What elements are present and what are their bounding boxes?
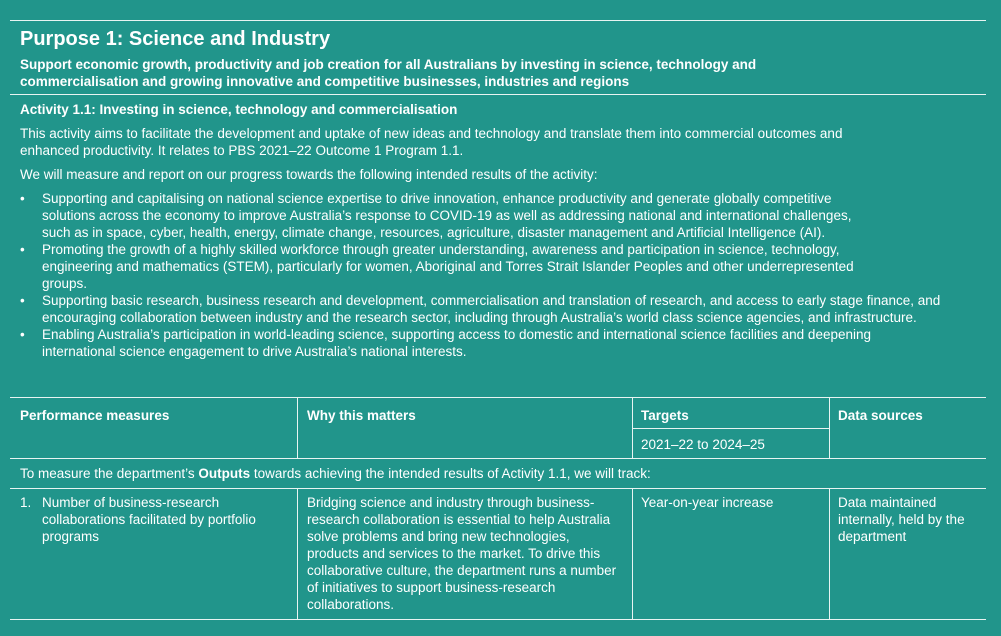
header-data-sources: Data sources	[838, 408, 923, 423]
header-why-this-matters: Why this matters	[307, 408, 416, 423]
header-targets: Targets	[641, 408, 689, 423]
purpose-subtitle: Support economic growth, productivity and job creation for all Australians by investing in science, technology and commercialisation and growing innovative and competitive businesses, industries and regions	[20, 57, 757, 89]
list-item: • Promoting the growth of a highly skilled workforce through greater understanding, awareness and participation in science, technology, engineering and mathematics (STEM), particularly for women, Aboriginal and Torres Strait Islander Peoples and other underrepresented groups.	[20, 242, 854, 291]
activity-intro: We will measure and report on our progress towards the following intended results of the activity:	[20, 167, 598, 182]
bullet-icon: •	[20, 293, 25, 308]
page-title: Purpose 1: Science and Industry	[20, 28, 331, 50]
table-bottom-rule	[10, 619, 986, 620]
table-top-rule	[10, 397, 986, 398]
activity-description: This activity aims to facilitate the development and uptake of new ideas and technology and translate them into commercial outcomes and enhanced productivity. It relates to PBS 2021–22 Outcome 1 Program 1.1.	[20, 126, 843, 158]
targets-rule	[632, 428, 829, 429]
col-line-3	[829, 397, 830, 459]
activity-title: Activity 1.1: Investing in science, technology and commercialisation	[20, 102, 458, 117]
col-line-6	[829, 488, 830, 619]
row-number: 1.	[20, 495, 32, 510]
col-line-1	[297, 397, 298, 459]
subtitle-rule	[10, 94, 986, 95]
row-measure: Number of business-research collaborations facilitated by portfolio programs	[42, 495, 256, 544]
bullet-icon: •	[20, 242, 25, 257]
list-item: • Supporting basic research, business research and development, commercialisation and translation of research, and access to early stage finance, and encouraging collaboration between industry and the research sector, including through Australia’s world class science agencies, and infrastructure.	[20, 293, 941, 325]
row-source: Data maintained internally, held by the department	[838, 495, 965, 544]
header-performance-measures: Performance measures	[20, 408, 170, 423]
col-line-5	[632, 488, 633, 619]
list-item: • Enabling Australia’s participation in world-leading science, supporting access to domestic and international science facilities and deepening international science engagement to drive Australia’s national interests.	[20, 327, 871, 359]
track-rule	[10, 488, 986, 489]
header-targets-period: 2021–22 to 2024–25	[641, 437, 765, 452]
results-list	[20, 190, 941, 360]
track-statement: To measure the department’s Outputs towards achieving the intended results of Activity 1.1, we will track:	[20, 466, 651, 481]
top-rule	[10, 20, 986, 21]
header-bottom-rule	[10, 458, 986, 459]
row-why: Bridging science and industry through business-research collaboration is essential to help Australia solve problems and bring new technologies, products and services to the market. To drive this collaborative culture, the department runs a number of initiatives to support business-research collaborations.	[307, 495, 617, 612]
bullet-icon: •	[20, 327, 25, 342]
purpose-header	[20, 27, 986, 51]
row-target: Year-on-year increase	[641, 495, 774, 510]
col-line-4	[297, 488, 298, 619]
bullet-icon: •	[20, 191, 25, 206]
col-line-2	[632, 397, 633, 459]
list-item: • Supporting and capitalising on national science expertise to drive innovation, enhance productivity and generate globally competitive solutions across the economy to improve Australia’s response to COVID-19 as well as addressing national and international challenges, such as in space, cyber, health, energy, climate change, resources, agriculture, disaster management and Artificial Intelligence (AI).	[20, 191, 852, 240]
